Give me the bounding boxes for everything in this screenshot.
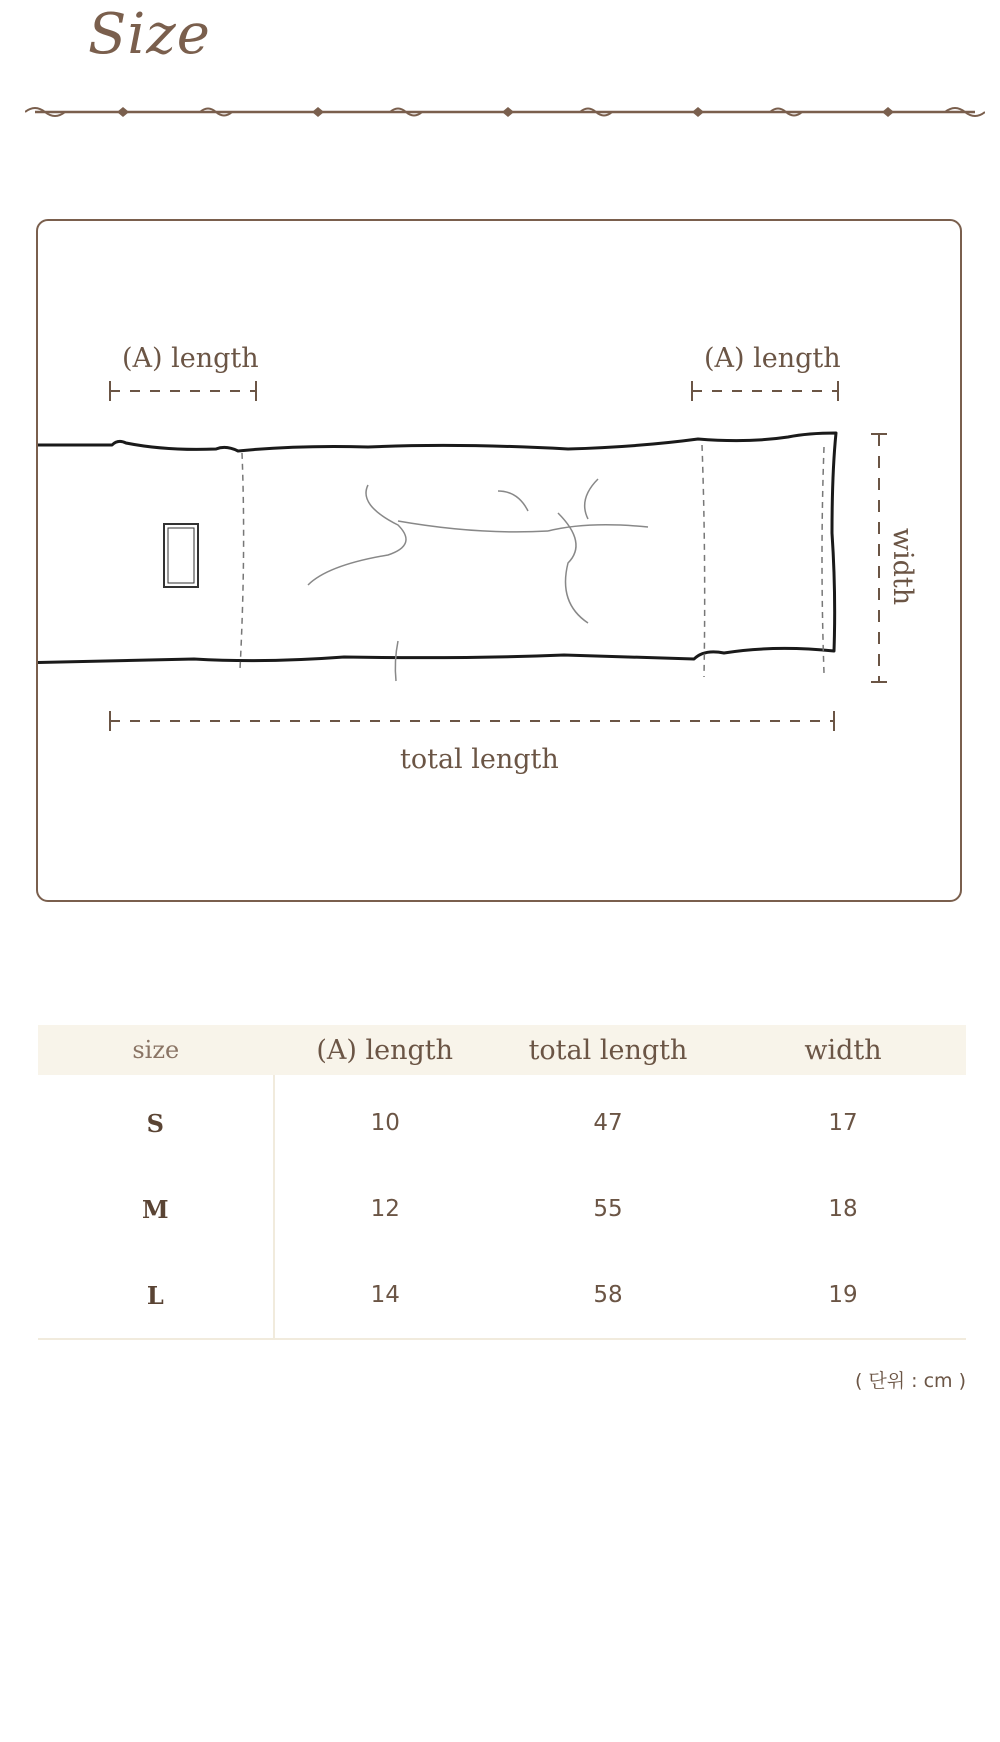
header-width: width (804, 1034, 882, 1066)
a-length-label-right: (A) length (704, 343, 841, 374)
size-table (38, 1025, 966, 1340)
unit-note: ( 단위 : cm ) (854, 1370, 966, 1392)
table-row (38, 1252, 966, 1339)
brand-tag (164, 524, 198, 587)
a-length-cell: 10 (370, 1110, 400, 1136)
pillow-illustration (38, 221, 964, 904)
header-a-length: (A) length (316, 1034, 454, 1066)
total-length-cell: 55 (593, 1196, 623, 1222)
size-cell: S (38, 1075, 274, 1166)
table-row (38, 1075, 966, 1166)
header-size: size (132, 1036, 180, 1064)
size-cell: M (38, 1166, 274, 1252)
a-length-cell: 12 (370, 1196, 400, 1222)
width-cell: 19 (720, 1252, 966, 1339)
a-length-cell: 14 (274, 1252, 496, 1339)
width-label: width (887, 527, 919, 606)
total-length-cell: 47 (593, 1110, 623, 1136)
page-title: Size (88, 2, 211, 67)
header-total-length: total length (528, 1034, 688, 1066)
width-cell: 17 (828, 1110, 858, 1136)
table-header-row (38, 1025, 966, 1075)
table-row (38, 1166, 966, 1252)
total-length-cell: 58 (496, 1252, 720, 1339)
total-length-label: total length (400, 744, 559, 775)
a-length-label-left: (A) length (122, 343, 259, 374)
pillow-diagram (36, 219, 962, 902)
width-cell: 18 (828, 1196, 858, 1222)
size-cell: L (38, 1252, 274, 1339)
ornamental-divider (25, 98, 985, 126)
